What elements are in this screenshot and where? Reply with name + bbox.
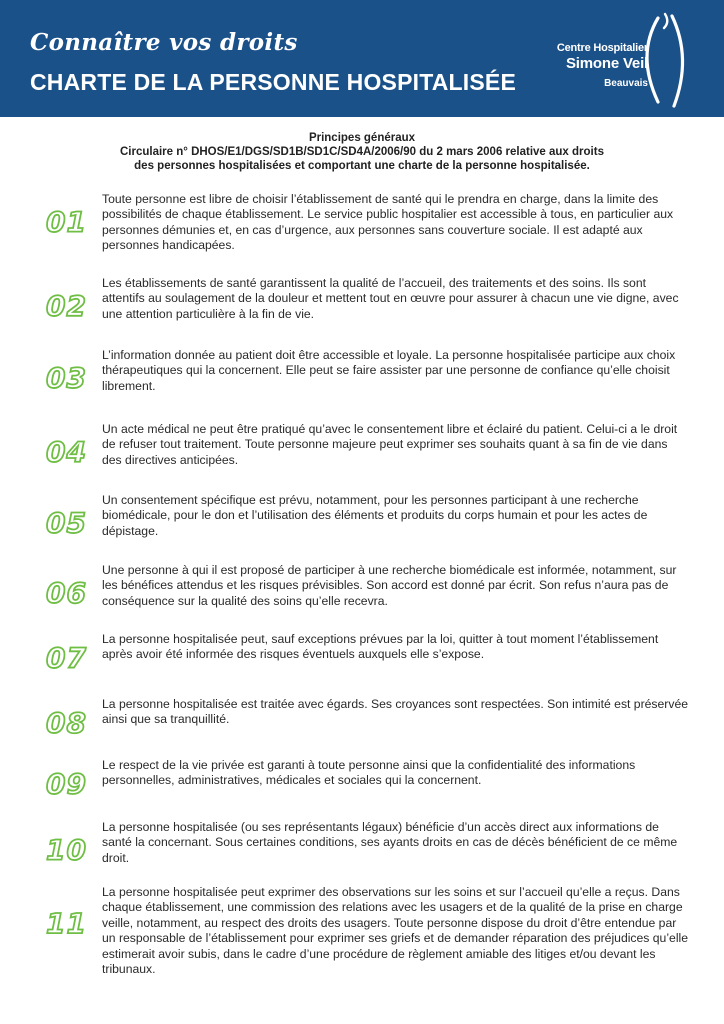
logo-arcs-icon bbox=[560, 10, 700, 110]
principles-line-1: Circulaire n° DHOS/E1/DGS/SD1B/SD1C/SD4A/2006/90 du 2 mars 2006 relative aux droits bbox=[120, 146, 604, 158]
header-banner bbox=[0, 0, 724, 117]
header-subtitle: Connaître vos droits bbox=[30, 29, 298, 56]
article-07 bbox=[40, 632, 690, 684]
principles-line-2: des personnes hospitalisées et comportant une charte de la personne hospitalisée. bbox=[134, 160, 590, 172]
article-text: L’information donnée au patient doit être accessible et loyale. La personne hospitalisée participe aux choix thérapeutiques qui la concernent. Elle peut se faire assister par une personne de confiance qu’elle choisit librement. bbox=[102, 348, 676, 393]
article-number: 08 bbox=[46, 706, 87, 740]
article-text: Toute personne est libre de choisir l’établissement de santé qui le prendra en charge, dans la limite des possibilités de chaque établissement. Le service public hospitalier est accessible à tous, en particulier aux personnes démunies et, en cas d’urgence, aux personnes sans couverture sociale. Il est adapté aux personnes handicapées. bbox=[102, 192, 674, 253]
article-text: La personne hospitalisée (ou ses représentants légaux) bénéficie d’un accès direct aux informations de santé la concernant. Sous certaines conditions, ses ayants droits en cas de décès bénéficient de ce même droit. bbox=[102, 820, 678, 865]
article-number: 01 bbox=[46, 205, 87, 239]
article-number: 06 bbox=[46, 576, 87, 610]
article-01 bbox=[40, 192, 690, 252]
article-text: La personne hospitalisée peut, sauf exceptions prévues par la loi, quitter à tout moment l’établissement après avoir été informée des risques éventuels auxquels elle s’expose. bbox=[102, 632, 659, 662]
article-text: Le respect de la vie privée est garanti à toute personne ainsi que la confidentialité des informations personnelles, administratives, médicales et sociales qui la concernent. bbox=[102, 758, 636, 788]
principles-section bbox=[40, 131, 684, 173]
article-11 bbox=[40, 885, 690, 977]
article-04 bbox=[40, 422, 690, 482]
article-number: 05 bbox=[46, 506, 87, 540]
article-number: 09 bbox=[46, 767, 87, 801]
logo-line-1: Centre Hospitalier bbox=[556, 42, 648, 54]
article-number: 11 bbox=[46, 907, 87, 940]
article-02 bbox=[40, 276, 690, 336]
article-text: Les établissements de santé garantissent la qualité de l’accueil, des traitements et des soins. Ils sont attentifs au soulagement de la douleur et mettent tout en œuvre pour assurer à chacun une vie digne, avec une attention particulière à la fin de vie. bbox=[102, 276, 679, 321]
article-text: Un consentement spécifique est prévu, notamment, pour les personnes participant à une recherche biomédicale, pour le don et l’utilisation des éléments et produits du corps humain et pour les actes de dépistage. bbox=[102, 493, 648, 538]
article-05 bbox=[40, 493, 690, 553]
article-10 bbox=[40, 820, 690, 880]
article-number: 02 bbox=[46, 289, 87, 323]
article-number: 04 bbox=[46, 435, 87, 469]
article-text: Une personne à qui il est proposé de participer à une recherche biomédicale est informée, notamment, sur les bénéfices attendus et les risques prévisibles. Son accord est donné par écrit. Son refus n’aura pas de conséquence sur la qualité des soins qu’elle recevra. bbox=[102, 563, 677, 608]
page-title: CHARTE DE LA PERSONNE HOSPITALISÉE bbox=[30, 69, 517, 95]
article-08 bbox=[40, 697, 690, 749]
article-number: 07 bbox=[46, 641, 87, 675]
principles-heading: Principes généraux bbox=[308, 132, 416, 144]
article-text: Un acte médical ne peut être pratiqué qu’avec le consentement libre et éclairé du patient. Celui-ci a le droit de refuser tout traitement. Toute personne majeure peut exprimer ses souhaits quant à sa fin de vie dans des directives anticipées. bbox=[102, 422, 678, 467]
article-number: 10 bbox=[46, 833, 87, 867]
article-text: La personne hospitalisée peut exprimer des observations sur les soins et sur l’accueil qu’elle a reçus. Dans chaque établissement, une commission des relations avec les usagers et de la qualité de la prise en charge veille, notamment, au respect des droits des usagers. Toute personne dispose du droit d’être entendue par un responsable de l’établissement pour exprimer ses griefs et de demander réparation des préjudices qu’elle estimerait avoir subis, dans le cadre d’une procédure de règlement amiable des litiges et/ou devant les tribunaux. bbox=[102, 885, 689, 977]
article-06 bbox=[40, 563, 690, 623]
article-09 bbox=[40, 758, 690, 810]
logo-line-2: Simone Veil bbox=[566, 55, 648, 72]
logo-line-3: Beauvais bbox=[604, 78, 648, 89]
article-03 bbox=[40, 348, 690, 408]
article-text: La personne hospitalisée est traitée avec égards. Ses croyances sont respectées. Son intimité est préservée ainsi que sa tranquillité. bbox=[102, 697, 688, 727]
hospital-logo bbox=[556, 10, 700, 110]
article-number: 03 bbox=[46, 361, 87, 395]
